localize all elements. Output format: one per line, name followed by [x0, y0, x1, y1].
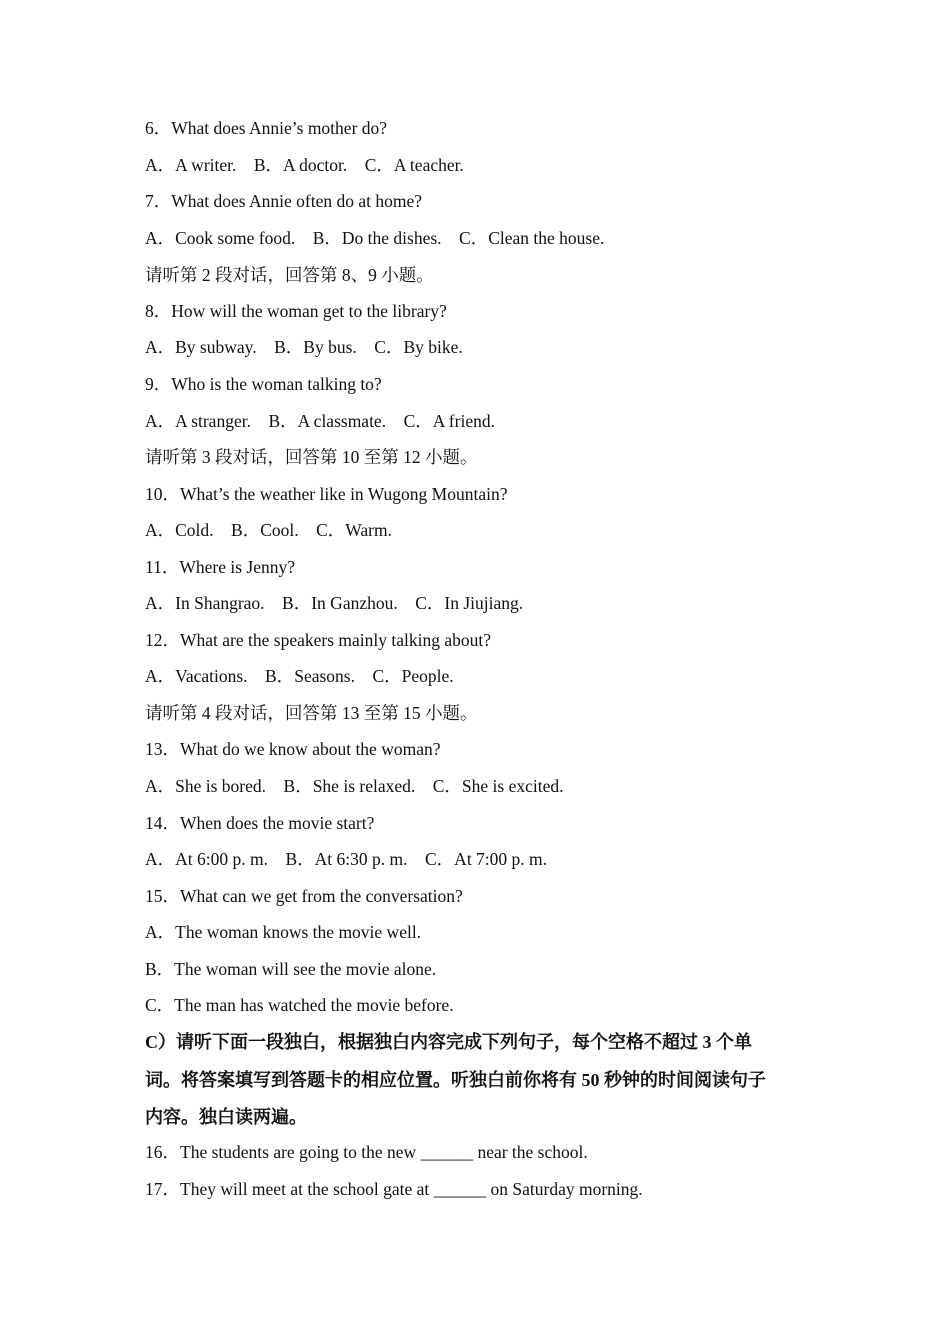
question-6: 6．What does Annie’s mother do?: [145, 118, 388, 138]
question-14: 14．When does the movie start?: [145, 813, 375, 833]
section-c-instruction-line-3: 内容。独白读两遍。: [145, 1107, 307, 1127]
options-13: A．She is bored. B．She is relaxed. C．She is excited.: [145, 776, 564, 796]
options-6: A．A writer. B．A doctor. C．A teacher.: [145, 155, 464, 175]
options-7: A．Cook some food. B．Do the dishes. C．Clean the house.: [145, 228, 605, 248]
blank-question-16: 16．The students are going to the new ______ near the school.: [145, 1142, 588, 1162]
option-15-c: C．The man has watched the movie before.: [145, 995, 454, 1015]
question-10: 10．What’s the weather like in Wugong Mountain?: [145, 484, 508, 504]
section-c-instruction-line-2: 词。将答案填写到答题卡的相应位置。听独白前你将有 50 秒钟的时间阅读句子: [145, 1070, 766, 1090]
options-11: A．In Shangrao. B．In Ganzhou. C．In Jiujiang.: [145, 593, 524, 613]
options-14: A．At 6:00 p. m. B．At 6:30 p. m. C．At 7:00 p. m.: [145, 849, 548, 869]
instruction-dialog-3: 请听第 3 段对话，回答第 10 至第 12 小题。: [145, 447, 478, 467]
options-10: A．Cold. B．Cool. C．Warm.: [145, 520, 392, 540]
blank-question-17: 17．They will meet at the school gate at ______ on Saturday morning.: [145, 1179, 643, 1199]
options-12: A．Vacations. B．Seasons. C．People.: [145, 666, 454, 686]
options-8: A．By subway. B．By bus. C．By bike.: [145, 337, 463, 357]
question-8: 8．How will the woman get to the library?: [145, 301, 447, 321]
question-13: 13．What do we know about the woman?: [145, 739, 441, 759]
question-11: 11．Where is Jenny?: [145, 557, 295, 577]
options-9: A．A stranger. B．A classmate. C．A friend.: [145, 411, 495, 431]
question-7: 7．What does Annie often do at home?: [145, 191, 423, 211]
question-12: 12．What are the speakers mainly talking about?: [145, 630, 491, 650]
instruction-dialog-2: 请听第 2 段对话，回答第 8、9 小题。: [145, 265, 434, 285]
option-15-b: B．The woman will see the movie alone.: [145, 959, 437, 979]
section-c-instruction-line-1: C）请听下面一段独白，根据独白内容完成下列句子，每个空格不超过 3 个单: [145, 1032, 752, 1052]
option-15-a: A．The woman knows the movie well.: [145, 922, 422, 942]
instruction-dialog-4: 请听第 4 段对话，回答第 13 至第 15 小题。: [145, 703, 478, 723]
question-15: 15．What can we get from the conversation?: [145, 886, 463, 906]
question-9: 9．Who is the woman talking to?: [145, 374, 382, 394]
